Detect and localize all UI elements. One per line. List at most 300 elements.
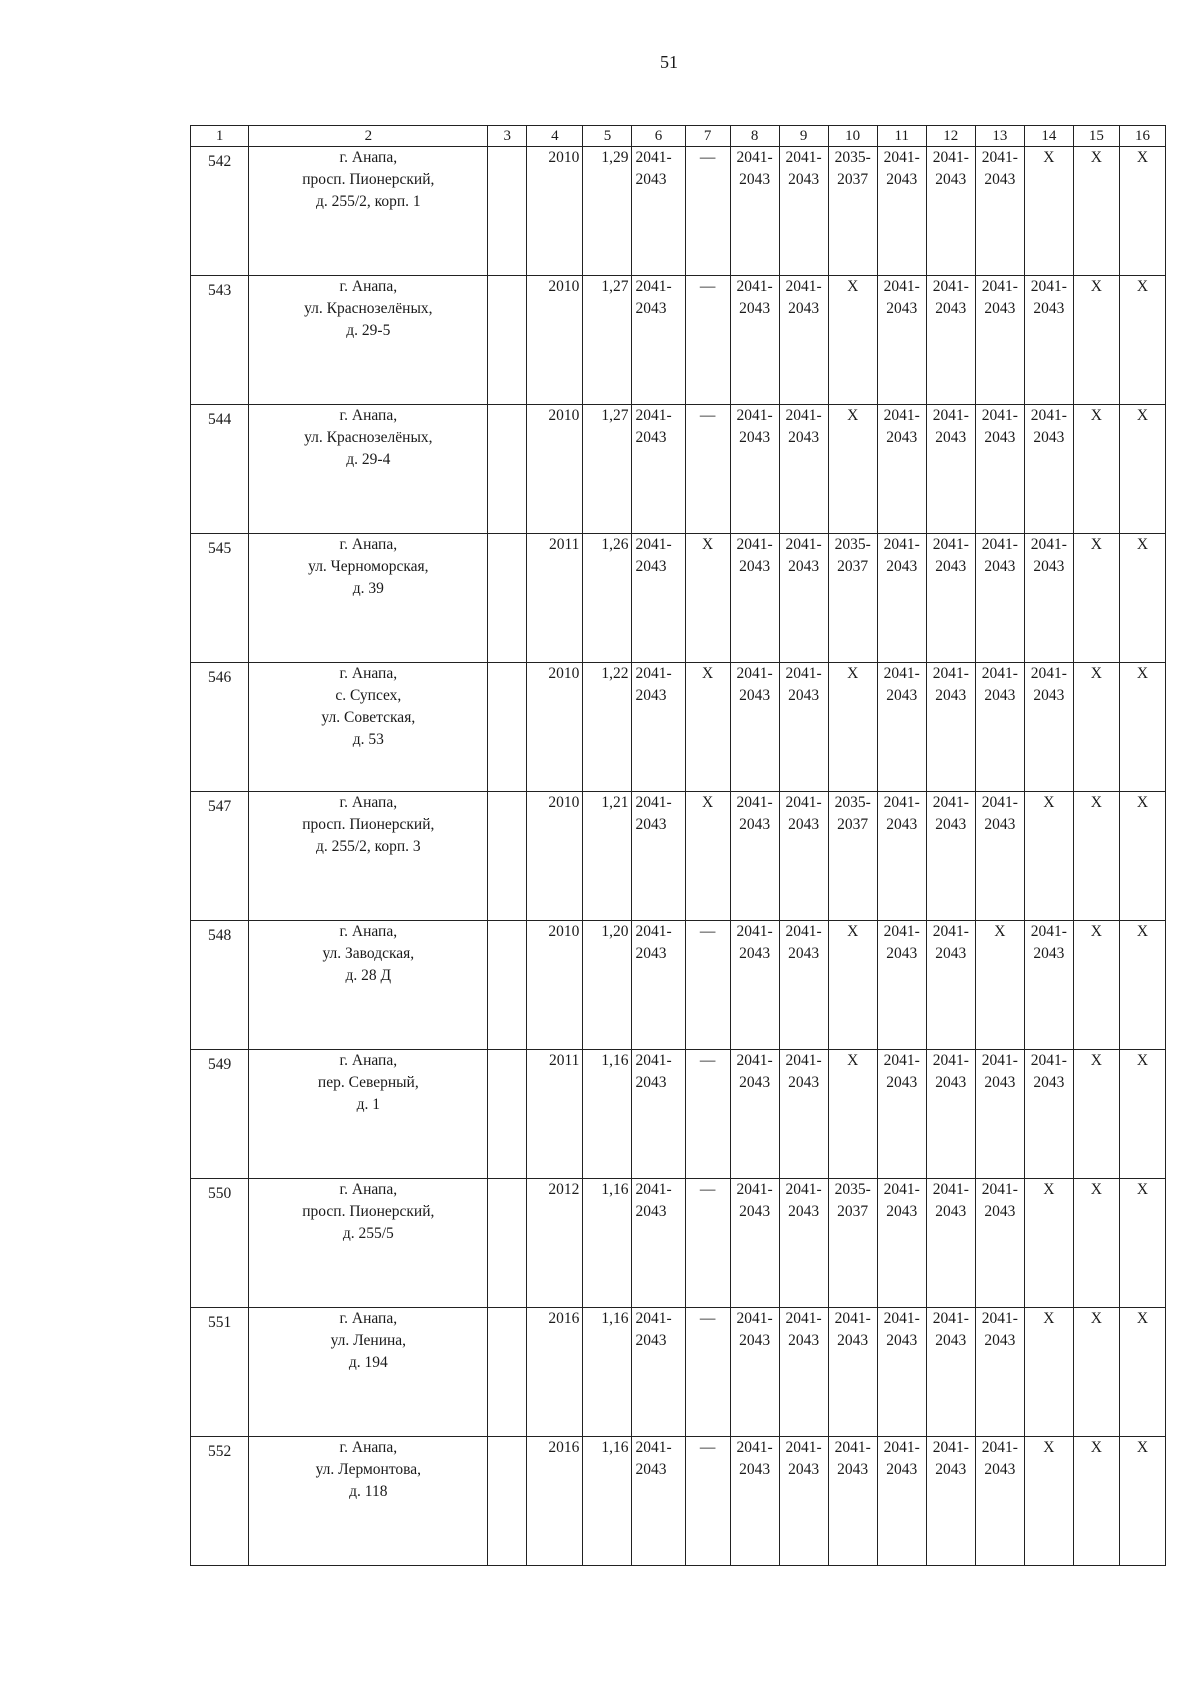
cell-col-10: [828, 1050, 877, 1179]
cell-col-14: [1024, 1050, 1073, 1179]
address-line: ул. Ленина,: [330, 1332, 407, 1349]
address-line: д. 29-4: [346, 451, 391, 468]
cell-col-12: [926, 1050, 975, 1179]
cell-col-8: [730, 147, 779, 276]
cell-value: 2035- 2037: [834, 1181, 871, 1220]
cell-col-9: [779, 276, 828, 405]
cell-col-16: [1119, 1050, 1165, 1179]
cell-col-16: [1119, 405, 1165, 534]
cell-col-14: [1024, 921, 1073, 1050]
row-number: 548: [208, 927, 232, 944]
cell-value: X: [1090, 407, 1102, 424]
cell-value: 2041- 2043: [932, 794, 969, 833]
address-line: г. Анапа,: [339, 923, 398, 940]
cell-col-9: [779, 405, 828, 534]
cell-col-13: [975, 1308, 1024, 1437]
cell-value: —: [699, 1052, 716, 1069]
cell-value: 2041- 2043: [785, 1181, 822, 1220]
cell-col-3: [488, 921, 527, 1050]
cell-col-15: [1073, 405, 1119, 534]
cell-col-9: [779, 534, 828, 663]
cell-col-3: [488, 792, 527, 921]
cell-col-11: [877, 1308, 926, 1437]
table-row: [191, 147, 1166, 276]
cell-col-4: [527, 1050, 583, 1179]
cell-value: X: [847, 665, 859, 682]
cell-col-11: [877, 792, 926, 921]
cell-value: 2041- 2043: [883, 149, 920, 188]
row-number-cell: [191, 663, 249, 792]
cell-col-14: [1024, 1437, 1073, 1566]
cell-col-10: [828, 1308, 877, 1437]
cell-value: 2035- 2037: [834, 794, 871, 833]
cell-col-7: [685, 405, 730, 534]
cell-value: 2041- 2043: [981, 536, 1018, 575]
address-line: ул. Черноморская,: [308, 558, 429, 575]
cell-value: 2041- 2043: [635, 1181, 672, 1220]
address-line: д. 39: [352, 580, 384, 597]
cell-value: X: [1043, 149, 1055, 166]
cell-value: 2041- 2043: [736, 407, 773, 446]
cell-value: 2041- 2043: [635, 923, 672, 962]
cell-col-7: [685, 1437, 730, 1566]
cell-col-14: [1024, 405, 1073, 534]
cell-col-16: [1119, 534, 1165, 663]
table-row: [191, 534, 1166, 663]
cell-value: 2041- 2043: [883, 794, 920, 833]
cell-value: X: [1043, 1439, 1055, 1456]
cell-value: 1,16: [601, 1052, 629, 1069]
row-number: 552: [208, 1443, 232, 1460]
cell-value: 2041- 2043: [981, 794, 1018, 833]
cell-col-4: [527, 147, 583, 276]
cell-col-15: [1073, 1308, 1119, 1437]
cell-col-4: [527, 405, 583, 534]
cell-value: 2041- 2043: [883, 278, 920, 317]
cell-col-7: [685, 534, 730, 663]
cell-value: 2041- 2043: [1030, 407, 1067, 446]
address-line: с. Супсех,: [335, 687, 402, 704]
cell-value: X: [1090, 1052, 1102, 1069]
cell-value: 2041- 2043: [736, 536, 773, 575]
cell-col-12: [926, 1437, 975, 1566]
cell-col-12: [926, 1308, 975, 1437]
row-number: 544: [208, 411, 232, 428]
address-cell: [249, 534, 488, 663]
row-number-cell: [191, 534, 249, 663]
cell-col-3: [488, 534, 527, 663]
cell-value: 2041- 2043: [883, 923, 920, 962]
cell-col-10: [828, 1437, 877, 1566]
cell-value: 2041- 2043: [635, 665, 672, 704]
cell-col-16: [1119, 1179, 1165, 1308]
cell-col-15: [1073, 147, 1119, 276]
address-line: просп. Пионерский,: [302, 816, 435, 833]
row-number: 545: [208, 540, 232, 557]
cell-col-8: [730, 1050, 779, 1179]
cell-value: X: [1136, 923, 1149, 940]
cell-col-10: [828, 276, 877, 405]
cell-value: 2041- 2043: [981, 407, 1018, 446]
address-cell: [249, 663, 488, 792]
address-line: ул. Краснозелёных,: [304, 429, 433, 446]
cell-col-10: [828, 663, 877, 792]
address-line: д. 53: [352, 731, 384, 748]
cell-value: X: [1090, 536, 1102, 553]
cell-col-3: [488, 1179, 527, 1308]
row-number-cell: [191, 1179, 249, 1308]
cell-col-6: [632, 792, 685, 921]
cell-value: X: [1136, 536, 1149, 553]
row-number-cell: [191, 1308, 249, 1437]
table-row: [191, 792, 1166, 921]
cell-value: 2041- 2043: [635, 149, 672, 188]
cell-value: 2041- 2043: [981, 1310, 1018, 1349]
cell-value: X: [1090, 665, 1102, 682]
address-cell: [249, 1308, 488, 1437]
cell-col-7: [685, 1050, 730, 1179]
table-body: [191, 147, 1166, 1566]
cell-value: 2041- 2043: [883, 1181, 920, 1220]
cell-value: 2010: [548, 665, 580, 682]
cell-value: 2010: [548, 923, 580, 940]
cell-value: —: [699, 407, 716, 424]
row-number: 546: [208, 669, 232, 686]
column-header-16: 16: [1119, 126, 1165, 147]
cell-col-11: [877, 663, 926, 792]
row-number-cell: [191, 1050, 249, 1179]
cell-value: 2041- 2043: [736, 1439, 773, 1478]
row-number-cell: [191, 792, 249, 921]
cell-col-7: [685, 276, 730, 405]
cell-col-3: [488, 1308, 527, 1437]
cell-value: 1,16: [601, 1310, 629, 1327]
table-row: [191, 1437, 1166, 1566]
cell-col-3: [488, 1050, 527, 1179]
cell-col-12: [926, 276, 975, 405]
cell-value: X: [1136, 665, 1149, 682]
row-number: 549: [208, 1056, 232, 1073]
address-cell: [249, 276, 488, 405]
cell-value: 2041- 2043: [736, 1052, 773, 1091]
cell-value: 2041- 2043: [883, 665, 920, 704]
cell-col-8: [730, 921, 779, 1050]
cell-col-16: [1119, 663, 1165, 792]
address-line: г. Анапа,: [339, 665, 398, 682]
cell-col-13: [975, 792, 1024, 921]
cell-value: X: [994, 923, 1006, 940]
cell-value: 2016: [548, 1439, 580, 1456]
column-header-9: 9: [779, 126, 828, 147]
cell-col-10: [828, 792, 877, 921]
cell-value: X: [1090, 1181, 1102, 1198]
cell-value: 2041- 2043: [932, 536, 969, 575]
row-number-cell: [191, 147, 249, 276]
address-line: г. Анапа,: [339, 1181, 398, 1198]
cell-value: 2041- 2043: [883, 1439, 920, 1478]
address-line: д. 1: [356, 1096, 381, 1113]
cell-col-13: [975, 1050, 1024, 1179]
cell-col-15: [1073, 792, 1119, 921]
cell-value: 2041- 2043: [785, 794, 822, 833]
cell-col-3: [488, 1437, 527, 1566]
cell-value: X: [1136, 1310, 1149, 1327]
cell-value: X: [701, 794, 714, 811]
cell-col-7: [685, 147, 730, 276]
row-number: 543: [208, 282, 232, 299]
address-cell: [249, 1179, 488, 1308]
column-header-5: 5: [583, 126, 632, 147]
address-line: просп. Пионерский,: [302, 1203, 435, 1220]
cell-col-15: [1073, 1050, 1119, 1179]
address-line: г. Анапа,: [339, 1052, 398, 1069]
cell-col-3: [488, 147, 527, 276]
cell-value: —: [699, 1181, 716, 1198]
cell-col-11: [877, 405, 926, 534]
cell-col-14: [1024, 1308, 1073, 1437]
cell-value: X: [1043, 794, 1055, 811]
cell-value: 1,21: [601, 794, 629, 811]
cell-col-12: [926, 1179, 975, 1308]
cell-value: 2041- 2043: [785, 407, 822, 446]
cell-value: X: [847, 407, 859, 424]
cell-col-14: [1024, 663, 1073, 792]
cell-col-8: [730, 792, 779, 921]
cell-col-5: [583, 1050, 632, 1179]
cell-col-13: [975, 663, 1024, 792]
cell-col-11: [877, 1437, 926, 1566]
cell-col-10: [828, 1179, 877, 1308]
cell-col-6: [632, 663, 685, 792]
cell-col-9: [779, 1050, 828, 1179]
cell-col-14: [1024, 534, 1073, 663]
address-line: д. 255/2, корп. 1: [315, 193, 421, 210]
cell-col-5: [583, 1437, 632, 1566]
cell-value: 2041- 2043: [736, 278, 773, 317]
cell-col-15: [1073, 921, 1119, 1050]
cell-value: 2011: [548, 1052, 580, 1069]
cell-col-5: [583, 1308, 632, 1437]
address-line: д. 118: [349, 1483, 388, 1500]
cell-col-3: [488, 276, 527, 405]
cell-col-9: [779, 1437, 828, 1566]
address-line: пер. Северный,: [317, 1074, 419, 1091]
cell-col-11: [877, 534, 926, 663]
cell-col-16: [1119, 1308, 1165, 1437]
row-number: 547: [208, 798, 232, 815]
cell-col-9: [779, 1308, 828, 1437]
cell-value: 2041- 2043: [834, 1439, 871, 1478]
cell-col-12: [926, 792, 975, 921]
column-header-11: 11: [877, 126, 926, 147]
address-cell: [249, 1437, 488, 1566]
cell-col-5: [583, 405, 632, 534]
cell-value: 2010: [548, 407, 580, 424]
cell-value: 2041- 2043: [785, 278, 822, 317]
cell-value: 2041- 2043: [635, 1439, 672, 1478]
cell-value: 2041- 2043: [785, 923, 822, 962]
cell-col-15: [1073, 663, 1119, 792]
cell-col-16: [1119, 921, 1165, 1050]
address-line: г. Анапа,: [339, 278, 398, 295]
cell-value: —: [699, 149, 716, 166]
cell-value: 2041- 2043: [635, 407, 672, 446]
cell-value: 2041- 2043: [932, 1439, 969, 1478]
row-number-cell: [191, 405, 249, 534]
cell-col-3: [488, 663, 527, 792]
address-cell: [249, 792, 488, 921]
column-header-15: 15: [1073, 126, 1119, 147]
cell-value: 2041- 2043: [736, 1310, 773, 1349]
cell-value: 1,16: [601, 1439, 629, 1456]
cell-col-6: [632, 147, 685, 276]
cell-col-13: [975, 1179, 1024, 1308]
cell-value: —: [699, 1439, 716, 1456]
cell-value: 2041- 2043: [635, 794, 672, 833]
cell-col-16: [1119, 792, 1165, 921]
cell-col-11: [877, 1179, 926, 1308]
cell-value: 2041- 2043: [785, 1052, 822, 1091]
cell-col-10: [828, 921, 877, 1050]
cell-col-11: [877, 1050, 926, 1179]
cell-value: 1,29: [601, 149, 629, 166]
address-line: г. Анапа,: [339, 794, 398, 811]
cell-col-13: [975, 405, 1024, 534]
cell-col-13: [975, 147, 1024, 276]
cell-col-14: [1024, 276, 1073, 405]
cell-value: 2041- 2043: [883, 1310, 920, 1349]
cell-value: X: [1090, 1310, 1102, 1327]
column-header-7: 7: [685, 126, 730, 147]
cell-col-9: [779, 921, 828, 1050]
column-header-1: 1: [191, 126, 249, 147]
table-row: [191, 921, 1166, 1050]
address-line: ул. Заводская,: [322, 945, 415, 962]
cell-value: 2041- 2043: [932, 1310, 969, 1349]
cell-value: 2041- 2043: [883, 536, 920, 575]
cell-value: 2041- 2043: [736, 149, 773, 188]
cell-col-15: [1073, 276, 1119, 405]
cell-col-14: [1024, 1179, 1073, 1308]
cell-value: 2041- 2043: [736, 794, 773, 833]
cell-value: 2041- 2043: [1030, 923, 1067, 962]
cell-value: 2041- 2043: [785, 1439, 822, 1478]
cell-value: 2035- 2037: [834, 149, 871, 188]
cell-col-11: [877, 147, 926, 276]
cell-col-6: [632, 1308, 685, 1437]
cell-value: 2041- 2043: [785, 536, 822, 575]
cell-col-9: [779, 147, 828, 276]
cell-value: 2041- 2043: [883, 407, 920, 446]
cell-value: X: [701, 665, 714, 682]
table-row: [191, 1179, 1166, 1308]
cell-value: X: [1090, 149, 1102, 166]
row-number: 542: [208, 153, 232, 170]
cell-value: 2041- 2043: [932, 1052, 969, 1091]
cell-col-12: [926, 405, 975, 534]
cell-col-5: [583, 1179, 632, 1308]
cell-value: X: [1043, 1310, 1055, 1327]
address-line: ул. Лермонтова,: [315, 1461, 422, 1478]
cell-value: 2010: [548, 278, 580, 295]
cell-value: 2041- 2043: [932, 278, 969, 317]
cell-value: X: [1136, 149, 1149, 166]
column-header-13: 13: [975, 126, 1024, 147]
address-line: д. 255/5: [342, 1225, 394, 1242]
cell-col-8: [730, 1179, 779, 1308]
cell-value: X: [1136, 1439, 1149, 1456]
address-line: ул. Советская,: [321, 709, 416, 726]
column-header-14: 14: [1024, 126, 1073, 147]
cell-value: 2041- 2043: [1030, 665, 1067, 704]
cell-value: 2041- 2043: [785, 1310, 822, 1349]
cell-col-4: [527, 1179, 583, 1308]
cell-col-15: [1073, 1179, 1119, 1308]
cell-col-14: [1024, 147, 1073, 276]
cell-col-15: [1073, 534, 1119, 663]
cell-value: 1,27: [601, 278, 629, 295]
cell-col-15: [1073, 1437, 1119, 1566]
cell-value: X: [1136, 278, 1149, 295]
cell-value: 2041- 2043: [785, 665, 822, 704]
cell-col-8: [730, 405, 779, 534]
cell-col-8: [730, 663, 779, 792]
cell-value: 2041- 2043: [981, 149, 1018, 188]
cell-col-14: [1024, 792, 1073, 921]
cell-col-5: [583, 792, 632, 921]
cell-col-8: [730, 1437, 779, 1566]
address-cell: [249, 147, 488, 276]
cell-col-4: [527, 792, 583, 921]
cell-value: —: [699, 278, 716, 295]
cell-value: 2041- 2043: [932, 665, 969, 704]
cell-value: 2041- 2043: [981, 1439, 1018, 1478]
cell-value: 2041- 2043: [1030, 278, 1067, 317]
cell-col-12: [926, 534, 975, 663]
cell-value: 2010: [548, 149, 580, 166]
cell-value: 2041- 2043: [883, 1052, 920, 1091]
table-row: [191, 276, 1166, 405]
cell-col-4: [527, 534, 583, 663]
address-line: д. 29-5: [346, 322, 391, 339]
row-number-cell: [191, 276, 249, 405]
column-header-3: 3: [488, 126, 527, 147]
cell-value: 2041- 2043: [635, 536, 672, 575]
cell-value: X: [1090, 1439, 1102, 1456]
cell-value: 2035- 2037: [834, 536, 871, 575]
cell-col-13: [975, 1437, 1024, 1566]
housing-register-table: [190, 125, 1166, 1566]
cell-col-5: [583, 663, 632, 792]
cell-col-13: [975, 534, 1024, 663]
column-header-8: 8: [730, 126, 779, 147]
address-line: г. Анапа,: [339, 1439, 398, 1456]
cell-value: 1,22: [601, 665, 629, 682]
cell-value: X: [847, 278, 859, 295]
cell-value: X: [1090, 278, 1102, 295]
cell-value: 2041- 2043: [736, 1181, 773, 1220]
table-row: [191, 405, 1166, 534]
cell-value: X: [701, 536, 714, 553]
cell-value: 2041- 2043: [932, 149, 969, 188]
column-header-12: 12: [926, 126, 975, 147]
cell-value: 2041- 2043: [932, 923, 969, 962]
cell-value: 1,26: [601, 536, 629, 553]
page-number: 51: [660, 52, 678, 72]
cell-value: 2041- 2043: [736, 665, 773, 704]
address-cell: [249, 921, 488, 1050]
table-row: [191, 1308, 1166, 1437]
